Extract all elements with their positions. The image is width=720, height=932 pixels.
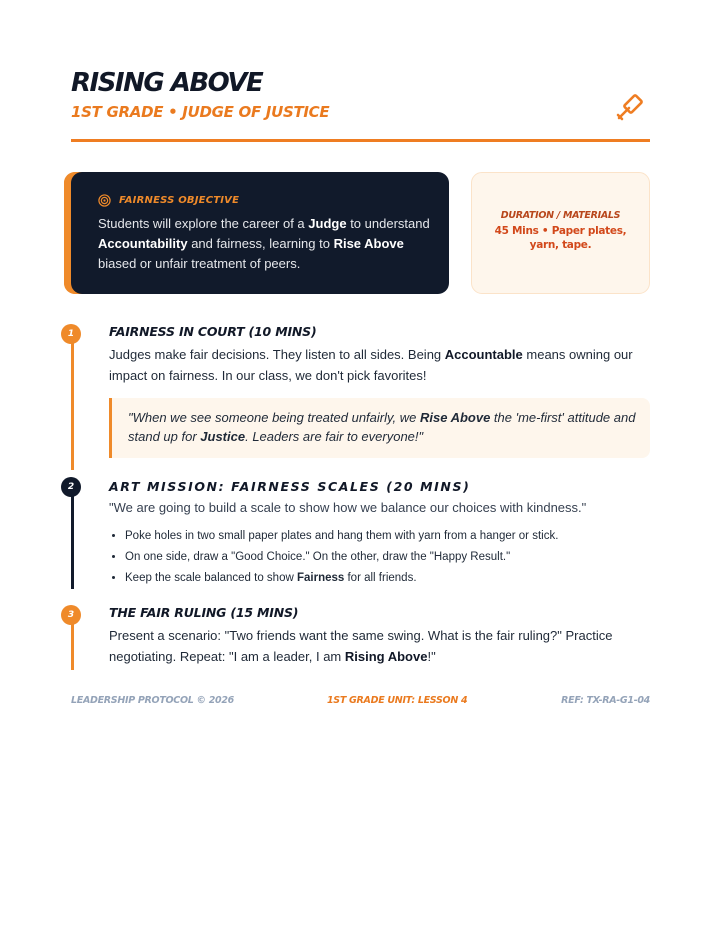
footer-copyright: LEADERSHIP PROTOCOL © 2026: [71, 695, 234, 706]
keyword-judge: Judge: [308, 216, 347, 231]
step-3: [67, 605, 650, 667]
target-icon: [98, 194, 111, 207]
step-number-badge: 2: [61, 477, 81, 497]
duration-value: 45 Mins • Paper plates, yarn, tape.: [494, 225, 627, 251]
gavel-icon: [614, 91, 650, 127]
step-2-lead: "We are going to build a scale to show how we balance our choices with kindness.": [109, 500, 587, 515]
list-item: • On one side, draw a "Good Choice." On the other, draw the "Happy Result.": [125, 547, 650, 568]
header-divider: [71, 139, 650, 142]
step-3-text: Present a scenario: "Two friends want the same swing. What is the fair ruling?" Practice negotiating. Repeat: "I am a leader, I am Rising Above!": [109, 628, 613, 664]
step-number-badge: 3: [61, 605, 81, 625]
step-2: [67, 479, 650, 589]
step-1-heading: FAIRNESS IN COURT (10 MINS): [109, 324, 317, 339]
list-item: • Keep the scale balanced to show Fairness for all friends.: [125, 568, 650, 589]
step-2-list: [109, 526, 650, 589]
footer-lesson: 1ST GRADE UNIT: LESSON 4: [327, 695, 468, 706]
list-item: • Poke holes in two small paper plates and hang them with yarn from a hanger or stick.: [125, 526, 650, 547]
objective-card: [71, 172, 449, 294]
step-1-timeline: [71, 334, 74, 470]
step-2-heading: ART MISSION: FAIRNESS SCALES (20 MINS): [109, 479, 471, 494]
duration-label: DURATION / MATERIALS: [500, 210, 621, 221]
step-2-timeline: [71, 489, 74, 589]
step-1: [67, 324, 650, 458]
keyword-accountable: Accountable: [444, 347, 523, 362]
step-1-text: Judges make fair decisions. They listen to all sides. Being Accountable means owning our impact on fairness. In our class, we don't pick favorites!: [109, 347, 633, 383]
keyword-accountability: Accountability: [98, 236, 188, 251]
duration-card: [471, 172, 650, 294]
footer-reference: REF: TX-RA-G1-04: [561, 695, 650, 706]
step-3-heading: THE FAIR RULING (15 MINS): [109, 605, 299, 620]
page-subtitle: 1ST GRADE • JUDGE OF JUSTICE: [71, 103, 330, 121]
page-title: RISING ABOVE: [71, 68, 263, 98]
step-number-badge: 1: [61, 324, 81, 344]
keyword-rising-above: Rising Above: [344, 648, 428, 664]
keyword-rise-above: Rise Above: [333, 236, 404, 251]
objective-text: Students will explore the career of a Judge to understand Accountability and fairness, learning to Rise Above biased or unfair treatment of peers.: [98, 216, 430, 271]
step-1-quote: "When we see someone being treated unfairly, we Rise Above the 'me-first' attitude and stand up for Justice. Leaders are fair to everyone!": [109, 398, 650, 458]
objective-label: FAIRNESS OBJECTIVE: [119, 194, 240, 206]
